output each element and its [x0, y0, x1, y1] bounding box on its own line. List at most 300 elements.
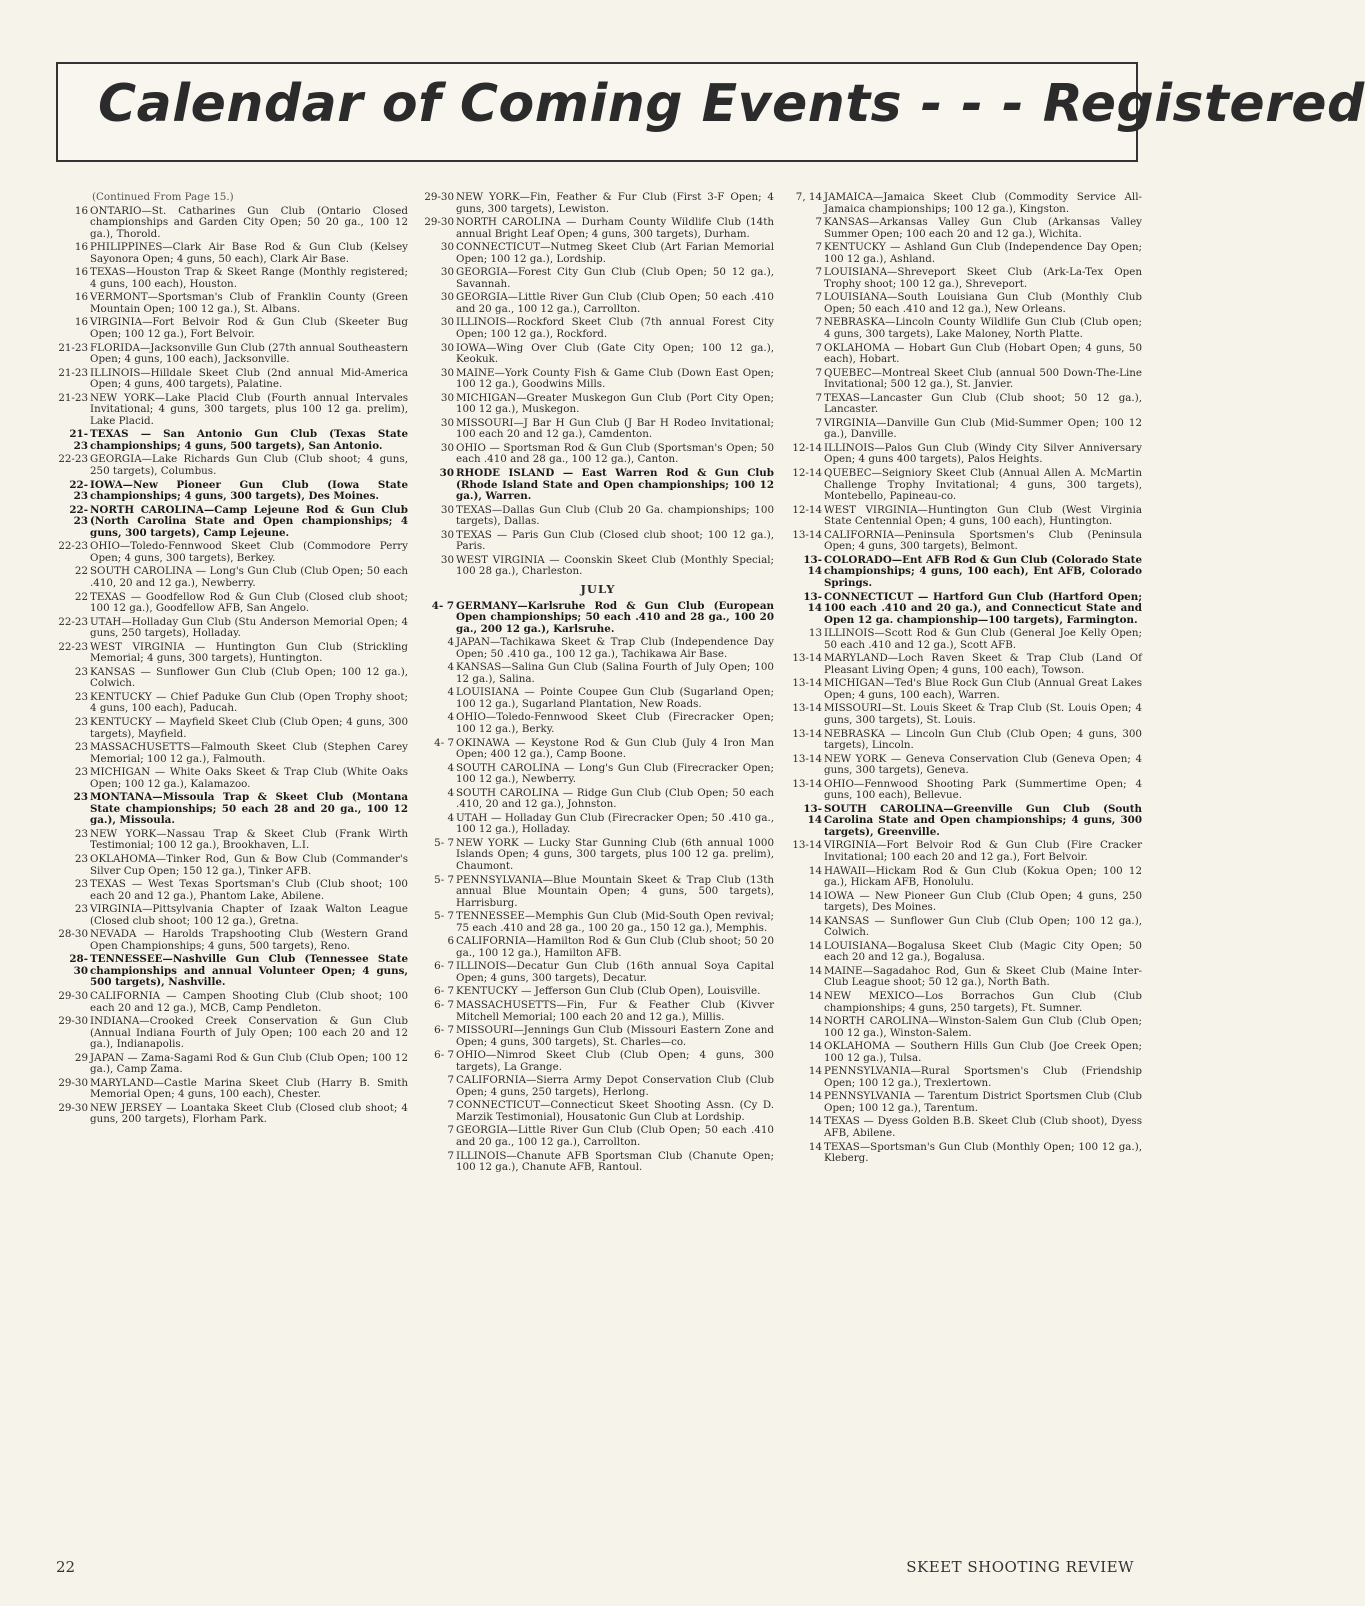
event-date: 7 [815, 341, 822, 354]
event-text: NORTH CAROLINA — Durham County Wildlife Club (14th annual Bright Leaf Open; 4 guns, 300 targets), Durham. [456, 216, 774, 240]
event-entry [422, 368, 774, 391]
event-entry [790, 505, 1142, 528]
event-date: 14 [808, 939, 822, 952]
event-entry [422, 343, 774, 366]
event-text: ILLINOIS—Palos Gun Club (Windy City Silver Anniversary Open; 4 guns 400 targets), Palos Heights. [824, 441, 1142, 466]
event-entry [422, 875, 774, 910]
event-text: CALIFORNIA—Peninsula Sportsmen's Club (Peninsula Open; 4 guns, 300 targets), Belmont. [824, 528, 1142, 553]
event-text: NEW YORK—Lake Placid Club (Fourth annual Intervales Invitational; 4 guns, 300 targets, plus 100 12 ga. prelim), Lake Placid. [90, 391, 408, 427]
event-text: NEBRASKA — Lincoln Gun Club (Club Open; 4 guns, 300 targets), Lincoln. [824, 727, 1142, 752]
event-entry [422, 662, 774, 685]
event-date: 30 [440, 341, 454, 354]
event-date: 23 [74, 690, 88, 703]
event-date: 29-30 [58, 1101, 88, 1114]
event-date: 7 [447, 1074, 454, 1087]
event-text: ILLINOIS—Decatur Gun Club (16th annual Soya Capital Open; 4 guns, 300 targets), Decatur. [456, 960, 774, 984]
event-text: MONTANA—Missoula Trap & Skeet Club (Montana State championships; 50 each 28 and 20 ga., 100 12 ga.), Missoula. [90, 791, 408, 827]
event-date: 13-14 [792, 777, 822, 790]
event-text: FLORIDA—Jacksonville Gun Club (27th annual Southeastern Open; 4 guns, 100 each), Jacksonville. [90, 341, 408, 366]
event-date: 14 [808, 1040, 822, 1053]
event-date: 21-23 [69, 428, 88, 452]
event-text: MISSOURI—St. Louis Skeet & Trap Club (St. Louis Open; 4 guns, 300 targets), St. Louis. [824, 702, 1142, 726]
event-date: 28-30 [69, 953, 88, 977]
event-text: ILLINOIS—Scott Rod & Gun Club (General Joe Kelly Open; 50 each .410 and 12 ga.), Scott AFB. [824, 627, 1142, 651]
event-text: CALIFORNIA—Sierra Army Depot Conservation Club (Club Open; 4 guns, 250 targets), Herlong. [456, 1074, 774, 1098]
event-text: MISSOURI—J Bar H Gun Club (J Bar H Rodeo Invitational; 100 each 20 and 12 ga.), Camdenton. [456, 416, 774, 441]
event-date: 14 [808, 864, 822, 877]
event-text: MAINE—York County Fish & Game Club (Down East Open; 100 12 ga.), Goodwins Mills. [456, 366, 774, 391]
event-entry [422, 637, 774, 660]
event-date: 4 [447, 661, 454, 674]
event-text: OKLAHOMA — Hobart Gun Club (Hobart Open; 4 guns, 50 each), Hobart. [824, 341, 1142, 366]
event-text: TEXAS—Houston Trap & Skeet Range (Monthly registered; 4 guns, 100 each), Houston. [90, 266, 408, 290]
event-text: PENNSYLVANIA—Blue Mountain Skeet & Trap Club (13th annual Blue Mountain Open; 4 guns, 500 targets), Harrisburg. [456, 873, 774, 909]
event-text: NEW YORK—Nassau Trap & Skeet Club (Frank Wirth Testimonial; 100 12 ga.), Brookhaven, L.I. [90, 827, 408, 852]
event-date: 14 [808, 1140, 822, 1153]
event-text: WEST VIRGINIA — Coonskin Skeet Club (Monthly Special; 100 28 ga.), Charleston. [456, 553, 774, 578]
event-entry [422, 763, 774, 786]
event-text: ONTARIO—St. Catharines Gun Club (Ontario Closed championships and Garden City Open; 50 20 ga., 100 12 ga.), Thorold. [90, 204, 408, 240]
event-text: IOWA—Wing Over Club (Gate City Open; 100 12 ga.), Keokuk. [456, 341, 774, 366]
event-entry [56, 617, 408, 640]
event-entry [56, 642, 408, 665]
event-date: 14 [808, 889, 822, 902]
event-entry [56, 717, 408, 740]
event-text: ILLINOIS—Rockford Skeet Club (7th annual Forest City Open; 100 12 ga.), Rockford. [456, 316, 774, 341]
event-entry [422, 936, 774, 959]
event-entry [790, 991, 1142, 1014]
event-entry [56, 267, 408, 290]
event-date: 23 [74, 852, 88, 865]
page-title: Calendar of Coming Events - - - Registered [98, 74, 1365, 134]
event-entry [790, 891, 1142, 914]
event-entry [790, 418, 1142, 441]
event-text: TEXAS — Paris Gun Club (Closed club shoot; 100 12 ga.), Paris. [456, 528, 774, 553]
event-text: LOUISIANA—Shreveport Skeet Club (Ark-La-Tex Open Trophy shoot; 100 12 ga.), Shreveport. [824, 266, 1142, 290]
event-date: 14 [808, 990, 822, 1002]
event-text: LOUISIANA—Bogalusa Skeet Club (Magic City Open; 50 each 20 and 12 ga.), Bogalusa. [824, 939, 1142, 964]
event-entry [56, 829, 408, 852]
event-entry [790, 242, 1142, 265]
event-text: WEST VIRGINIA—Huntington Gun Club (West Virginia State Centennial Open; 4 guns, 100 each), Huntington. [824, 503, 1142, 528]
event-date: 13-14 [792, 752, 822, 765]
event-date: 23 [74, 903, 88, 916]
event-text: OKINAWA — Keystone Rod & Gun Club (July 4 Iron Man Open; 400 12 ga.), Camp Boone. [456, 736, 774, 761]
event-text: LOUISIANA — Pointe Coupee Gun Club (Sugarland Open; 100 12 ga.), Sugarland Plantation, New Roads. [456, 686, 774, 710]
event-date: 4- 7 [431, 599, 454, 612]
event-date: 21-23 [58, 366, 88, 379]
event-date: 23 [74, 715, 88, 728]
event-text: GEORGIA—Little River Gun Club (Club Open; 50 each .410 and 20 ga., 100 12 ga.), Carrollton. [456, 1124, 774, 1149]
event-date: 28-30 [58, 928, 88, 941]
event-list-col2-july [422, 601, 774, 1174]
event-entry [422, 788, 774, 811]
event-entry [56, 904, 408, 927]
event-date: 7, 14 [795, 191, 822, 203]
event-entry [790, 754, 1142, 777]
event-text: OKLAHOMA — Southern Hills Gun Club (Joe Creek Open; 100 12 ga.), Tulsa. [824, 1040, 1142, 1064]
event-date: 4 [447, 811, 454, 824]
event-entry [790, 217, 1142, 240]
event-text: CONNECTICUT — Hartford Gun Club (Hartford Open; 100 each .410 and 20 ga.), and Connecticut State and Open 12 ga. championship—100 targets), Farmington. [824, 590, 1142, 626]
event-date: 14 [808, 1015, 822, 1028]
event-list-col1 [56, 206, 408, 1126]
event-text: COLORADO—Ent AFB Rod & Gun Club (Colorado State championships; 4 guns, 100 each), Ent AFB, Colorado Springs. [824, 553, 1142, 589]
event-text: NEW MEXICO—Los Borrachos Gun Club (Club championships; 4 guns, 250 targets), Ft. Sumner. [824, 990, 1142, 1014]
event-date: 6- 7 [434, 999, 454, 1011]
event-date: 22-23 [69, 478, 88, 503]
event-date: 7 [815, 241, 822, 254]
event-entry [422, 505, 774, 528]
event-date: 6- 7 [434, 985, 454, 998]
event-date: 13-14 [792, 528, 822, 541]
event-date: 7 [815, 316, 822, 329]
event-text: VIRGINIA—Pittsylvania Chapter of Izaak Walton League (Closed club shoot; 100 12 ga.), Gretna. [90, 903, 408, 927]
event-text: KANSAS—Salina Gun Club (Salina Fourth of July Open; 100 12 ga.), Salina. [456, 661, 774, 685]
event-date: 23 [73, 791, 88, 804]
event-text: VIRGINIA—Fort Belvoir Rod & Gun Club (Fire Cracker Invitational; 100 each 20 and 12 ga.), Fort Belvoir. [824, 839, 1142, 863]
event-entry [422, 1100, 774, 1123]
event-entry [790, 840, 1142, 863]
event-date: 14 [808, 1090, 822, 1103]
event-entry [422, 1125, 774, 1148]
event-date: 30 [440, 266, 454, 279]
event-date: 4 [447, 761, 454, 774]
event-entry [56, 454, 408, 477]
event-date: 7 [447, 1124, 454, 1137]
event-date: 13-14 [792, 727, 822, 740]
event-text: UTAH — Holladay Gun Club (Firecracker Open; 50 .410 ga., 100 12 ga.), Holladay. [456, 811, 774, 836]
event-entry [422, 838, 774, 873]
event-entry [56, 242, 408, 265]
event-entry [56, 742, 408, 765]
event-date: 30 [440, 366, 454, 379]
event-entry [56, 879, 408, 902]
event-date: 13-14 [792, 652, 822, 665]
event-entry [56, 692, 408, 715]
event-text: KENTUCKY — Mayfield Skeet Club (Club Open; 4 guns, 300 targets), Mayfield. [90, 715, 408, 740]
event-entry [56, 206, 408, 241]
event-text: MASSACHUSETTS—Falmouth Skeet Club (Stephen Carey Memorial; 100 12 ga.), Falmouth. [90, 741, 408, 765]
event-date: 21-23 [58, 341, 88, 354]
event-date: 29-30 [424, 191, 454, 203]
event-entry [56, 929, 408, 952]
event-date: 14 [808, 1115, 822, 1128]
event-entry [422, 242, 774, 265]
event-text: MISSOURI—Jennings Gun Club (Missouri Eastern Zone and Open; 4 guns, 300 targets), St. Charles—co. [456, 1024, 774, 1048]
event-date: 30 [440, 503, 454, 516]
event-text: TEXAS — Goodfellow Rod & Gun Club (Closed club shoot; 100 12 ga.), Goodfellow AFB, San Angelo. [90, 590, 408, 615]
event-date: 22-23 [58, 640, 88, 653]
event-entry [422, 601, 774, 636]
event-list-col2-june [422, 192, 774, 578]
event-entry [790, 653, 1142, 676]
event-text: CONNECTICUT—Connecticut Skeet Shooting Assn. (Cy D. Marzik Testimonial), Housatonic Gun Club at Lordship. [456, 1099, 774, 1123]
event-text: UTAH—Holladay Gun Club (Stu Anderson Memorial Open; 4 guns, 250 targets), Holladay. [90, 615, 408, 640]
event-text: LOUISIANA—South Louisiana Gun Club (Monthly Club Open; 50 each .410 and 12 ga.), New Orleans. [824, 291, 1142, 315]
event-date: 6- 7 [434, 1049, 454, 1062]
event-text: MARYLAND—Loch Raven Skeet & Trap Club (Land Of Pleasant Living Open; 4 guns, 100 each), Towson. [824, 652, 1142, 676]
event-date: 6- 7 [434, 960, 454, 973]
event-entry [422, 1050, 774, 1073]
event-text: MAINE—Sagadahoc Rod, Gun & Skeet Club (Maine Inter-Club League shoot; 50 12 ga.), North Bath. [824, 964, 1142, 989]
event-entry [56, 343, 408, 366]
event-entry [56, 1103, 408, 1126]
event-text: OHIO—Fennwood Shooting Park (Summertime Open; 4 guns, 100 each), Bellevue. [824, 777, 1142, 802]
event-date: 30 [440, 316, 454, 329]
event-date: 14 [808, 964, 822, 977]
event-entry [790, 343, 1142, 366]
event-text: TEXAS — West Texas Sportsman's Club (Club shoot; 100 each 20 and 12 ga.), Phantom Lake, Abilene. [90, 878, 408, 902]
event-text: JAPAN—Tachikawa Skeet & Trap Club (Independence Day Open; 50 .410 ga., 100 12 ga.), Tachikawa Air Base. [456, 636, 774, 660]
event-date: 29 [74, 1051, 88, 1064]
event-text: SOUTH CAROLINA — Long's Gun Club (Club Open; 50 each .410, 20 and 12 ga.), Newberry. [90, 565, 408, 589]
event-text: PENNSYLVANIA — Tarentum District Sportsmen Club (Club Open; 100 12 ga.), Tarentum. [824, 1090, 1142, 1114]
event-entry [422, 443, 774, 466]
event-text: TEXAS—Sportsman's Gun Club (Monthly Open; 100 12 ga.), Kleberg. [824, 1140, 1142, 1165]
event-entry [422, 1151, 774, 1174]
event-entry [422, 530, 774, 553]
event-date: 29-30 [58, 1015, 88, 1028]
event-text: NEW YORK — Geneva Conservation Club (Geneva Open; 4 guns, 300 targets), Geneva. [824, 752, 1142, 777]
event-text: OHIO—Toledo-Fennwood Skeet Club (Firecracker Open; 100 12 ga.), Berky. [456, 711, 774, 735]
event-entry [56, 1078, 408, 1101]
event-date: 29-30 [58, 1076, 88, 1089]
event-entry [790, 1016, 1142, 1039]
event-text: GEORGIA—Little River Gun Club (Club Open; 50 each .410 and 20 ga., 100 12 ga.), Carrollton. [456, 291, 774, 315]
event-date: 14 [808, 1065, 822, 1078]
event-entry [790, 916, 1142, 939]
event-text: JAPAN — Zama-Sagami Rod & Gun Club (Club Open; 100 12 ga.), Camp Zama. [90, 1051, 408, 1076]
event-date: 30 [440, 528, 454, 541]
event-text: TEXAS—Lancaster Gun Club (Club shoot; 50 12 ga.), Lancaster. [824, 391, 1142, 416]
event-date: 22 [74, 590, 88, 603]
event-text: PHILIPPINES—Clark Air Base Rod & Gun Club (Kelsey Sayonora Open; 4 guns, 50 each), Clark Air Base. [90, 241, 408, 265]
event-entry [56, 317, 408, 340]
event-date: 23 [74, 878, 88, 891]
event-date: 12-14 [792, 503, 822, 516]
event-date: 21-23 [58, 391, 88, 404]
event-entry [56, 792, 408, 827]
event-date: 30 [440, 291, 454, 304]
event-entry [56, 667, 408, 690]
event-date: 7 [815, 291, 822, 304]
event-text: KENTUCKY — Chief Paduke Gun Club (Open Trophy shoot; 4 guns, 100 each), Paducah. [90, 690, 408, 715]
event-entry [422, 712, 774, 735]
event-date: 13-14 [803, 590, 822, 615]
event-entry [790, 1066, 1142, 1089]
event-text: CONNECTICUT—Nutmeg Skeet Club (Art Farian Memorial Open; 100 12 ga.), Lordship. [456, 241, 774, 265]
event-entry [422, 1075, 774, 1098]
event-date: 7 [815, 366, 822, 379]
event-text: TEXAS — Dyess Golden B.B. Skeet Club (Club shoot), Dyess AFB, Abilene. [824, 1115, 1142, 1140]
event-date: 23 [74, 827, 88, 840]
event-date: 13-14 [792, 702, 822, 715]
event-date: 13-14 [803, 802, 822, 827]
event-entry [56, 592, 408, 615]
page-number: 22 [56, 1558, 76, 1576]
event-entry [56, 292, 408, 315]
event-date: 7 [815, 266, 822, 279]
event-date: 5- 7 [434, 873, 454, 886]
event-date: 14 [808, 914, 822, 927]
event-entry [790, 1091, 1142, 1114]
event-entry [422, 192, 774, 215]
event-entry [422, 393, 774, 416]
event-text: SOUTH CAROLINA — Long's Gun Club (Firecracker Open; 100 12 ga.), Newberry. [456, 761, 774, 786]
event-entry [56, 1016, 408, 1051]
event-date: 13 [808, 627, 822, 640]
event-date: 7 [815, 416, 822, 429]
event-date: 22-23 [58, 453, 88, 466]
event-entry [790, 1116, 1142, 1139]
event-date: 6 [447, 935, 454, 948]
event-text: RHODE ISLAND — East Warren Rod & Gun Club (Rhode Island State and Open championships; 100 12 ga.), Warren. [456, 467, 774, 503]
event-entry [790, 317, 1142, 340]
column-1 [56, 192, 408, 1544]
event-date: 16 [74, 241, 88, 254]
event-entry [56, 429, 408, 452]
event-entry [422, 1025, 774, 1048]
running-footer: SKEET SHOOTING REVIEW [906, 1558, 1134, 1576]
event-text: MICHIGAN — White Oaks Skeet & Trap Club (White Oaks Open; 100 12 ga.), Kalamazoo. [90, 766, 408, 790]
event-entry [790, 966, 1142, 989]
month-heading-july: JULY [580, 581, 616, 596]
event-date: 7 [815, 391, 822, 404]
event-date: 6- 7 [434, 1024, 454, 1037]
event-text: NEW YORK — Lucky Star Gunning Club (6th annual 1000 Islands Open; 4 guns, 300 targets, plus 100 12 ga. prelim), Chaumont. [456, 836, 774, 872]
event-text: ILLINOIS—Hilldale Skeet Club (2nd annual Mid-America Open; 4 guns, 400 targets), Palatine. [90, 366, 408, 391]
event-text: NEBRASKA—Lincoln County Wildlife Gun Club (Club open; 4 guns, 300 targets), Lake Maloney, North Platte. [824, 316, 1142, 341]
event-text: KANSAS — Sunflower Gun Club (Club Open; 100 12 ga.), Colwich. [824, 914, 1142, 939]
event-text: OKLAHOMA—Tinker Rod, Gun & Bow Club (Commander's Silver Cup Open; 150 12 ga.), Tinker AFB. [90, 852, 408, 877]
event-entry [790, 267, 1142, 290]
event-text: NORTH CAROLINA—Winston-Salem Gun Club (Club Open; 100 12 ga.), Winston-Salem. [824, 1015, 1142, 1039]
event-text: VIRGINIA—Danville Gun Club (Mid-Summer Open; 100 12 ga.), Danville. [824, 416, 1142, 441]
event-entry [422, 738, 774, 761]
event-date: 12-14 [792, 441, 822, 454]
event-date: 7 [447, 1149, 454, 1162]
event-date: 23 [74, 766, 88, 779]
event-entry [790, 804, 1142, 839]
event-text: CALIFORNIA—Hamilton Rod & Gun Club (Club shoot; 50 20 ga., 100 12 ga.), Hamilton AFB. [456, 935, 774, 959]
event-entry [790, 866, 1142, 889]
event-date: 30 [440, 441, 454, 454]
event-entry [422, 468, 774, 503]
event-text: KENTUCKY — Jefferson Gun Club (Club Open), Louisville. [456, 985, 761, 998]
event-date: 30 [440, 391, 454, 404]
event-entry [56, 954, 408, 989]
event-entry [422, 1000, 774, 1023]
event-entry [56, 566, 408, 589]
event-text: TENNESSEE—Nashville Gun Club (Tennessee State championships and annual Volunteer Open; 4 guns, 500 targets), Nashville. [90, 953, 408, 989]
event-date: 5- 7 [434, 836, 454, 849]
event-date: 7 [447, 1099, 454, 1112]
event-text: GERMANY—Karlsruhe Rod & Gun Club (European Open championships; 50 each .410 and 28 ga., 100 20 ga., 200 12 ga.), Karlsruhe. [456, 599, 774, 635]
event-entry [422, 961, 774, 984]
title-banner [56, 62, 1365, 162]
event-text: TEXAS—Dallas Gun Club (Club 20 Ga. championships; 100 targets), Dallas. [456, 503, 774, 528]
event-date: 29-30 [424, 216, 454, 229]
event-text: OHIO — Sportsman Rod & Gun Club (Sportsman's Open; 50 each .410 and 28 ga., 100 12 ga.), Canton. [456, 441, 774, 466]
event-date: 22-23 [69, 503, 88, 528]
event-text: QUEBEC—Seigniory Skeet Club (Annual Allen A. McMartin Challenge Trophy Invitational; 4 guns, 300 targets), Montebello, Papineau-co. [824, 467, 1142, 503]
event-entry [422, 911, 774, 934]
event-entry [56, 480, 408, 503]
event-date: 30 [440, 553, 454, 566]
event-entry [790, 703, 1142, 726]
event-date: 22 [74, 565, 88, 578]
event-date: 4 [447, 636, 454, 649]
event-text: NEVADA — Harolds Trapshooting Club (Western Grand Open Championships; 4 guns, 500 targets), Reno. [90, 928, 408, 952]
column-2 [422, 192, 774, 1544]
event-entry [790, 941, 1142, 964]
event-entry [422, 986, 774, 998]
event-date: 4 [447, 686, 454, 699]
event-text: HAWAII—Hickam Rod & Gun Club (Kokua Open; 100 12 ga.), Hickam AFB, Honolulu. [824, 864, 1142, 889]
event-entry [56, 1053, 408, 1076]
event-text: NEW YORK—Fin, Feather & Fur Club (First 3-F Open; 4 guns, 300 targets), Lewiston. [456, 191, 774, 215]
event-text: CALIFORNIA — Campen Shooting Club (Club shoot; 100 each 20 and 12 ga.), MCB, Camp Pendleton. [90, 990, 408, 1014]
event-date: 16 [74, 204, 88, 217]
event-date: 23 [74, 665, 88, 678]
event-date: 23 [74, 741, 88, 754]
event-text: PENNSYLVANIA—Rural Sportsmen's Club (Friendship Open; 100 12 ga.), Trexlertown. [824, 1065, 1142, 1089]
event-text: SOUTH CAROLINA — Ridge Gun Club (Club Open; 50 each .410, 20 and 12 ga.), Johnston. [456, 786, 774, 811]
event-entry [790, 628, 1142, 651]
event-date: 22-23 [58, 540, 88, 553]
event-entry [790, 468, 1142, 503]
event-entry [56, 393, 408, 428]
column-3 [790, 192, 1142, 1544]
event-text: TEXAS — San Antonio Gun Club (Texas State championships; 4 guns, 500 targets), San Antonio. [90, 428, 408, 452]
continued-note: (Continued From Page 15.) [92, 191, 234, 203]
event-entry [422, 555, 774, 578]
event-entry [422, 813, 774, 836]
event-text: MASSACHUSETTS—Fin, Fur & Feather Club (Kivver Mitchell Memorial; 100 each 20 and 12 ga.), Millis. [456, 999, 774, 1023]
event-entry [790, 678, 1142, 701]
event-entry [422, 687, 774, 710]
event-entry [422, 317, 774, 340]
event-date: 13-14 [803, 553, 822, 578]
event-text: WEST VIRGINIA — Huntington Gun Club (Strickling Memorial; 4 guns, 300 targets), Huntington. [90, 640, 408, 665]
event-date: 4 [447, 786, 454, 799]
event-text: KANSAS — Sunflower Gun Club (Club Open; 100 12 ga.), Colwich. [90, 665, 408, 690]
event-entry [422, 292, 774, 315]
event-entry [422, 217, 774, 240]
event-entry [790, 1142, 1142, 1165]
event-entry [790, 393, 1142, 416]
event-date: 4- 7 [434, 736, 454, 749]
event-date: 13-14 [792, 839, 822, 852]
event-entry [56, 505, 408, 540]
event-text: OHIO—Nimrod Skeet Club (Club Open; 4 guns, 300 targets), La Grange. [456, 1049, 774, 1073]
event-text: NEW JERSEY — Loantaka Skeet Club (Closed club shoot; 4 guns, 200 targets), Florham Park. [90, 1101, 408, 1126]
event-entry [56, 767, 408, 790]
event-text: VERMONT—Sportsman's Club of Franklin County (Green Mountain Open; 100 12 ga.), St. Albans. [90, 291, 408, 315]
event-entry [790, 592, 1142, 627]
event-entry [790, 292, 1142, 315]
event-entry [790, 192, 1142, 215]
event-text: INDIANA—Crooked Creek Conservation & Gun Club (Annual Indiana Fourth of July Open; 100 each 20 and 12 ga.), Indianapolis. [90, 1015, 408, 1051]
event-entry [56, 541, 408, 564]
event-entry [790, 729, 1142, 752]
event-text: ILLINOIS—Chanute AFB Sportsman Club (Chanute Open; 100 12 ga.), Chanute AFB, Rantoul. [456, 1149, 774, 1174]
event-date: 5- 7 [434, 910, 454, 923]
event-text: KENTUCKY — Ashland Gun Club (Independence Day Open; 100 12 ga.), Ashland. [824, 241, 1142, 265]
event-text: TENNESSEE—Memphis Gun Club (Mid-South Open revival; 75 each .410 and 28 ga., 100 20 ga., 150 12 ga.), Memphis. [456, 910, 774, 934]
event-entry [56, 368, 408, 391]
